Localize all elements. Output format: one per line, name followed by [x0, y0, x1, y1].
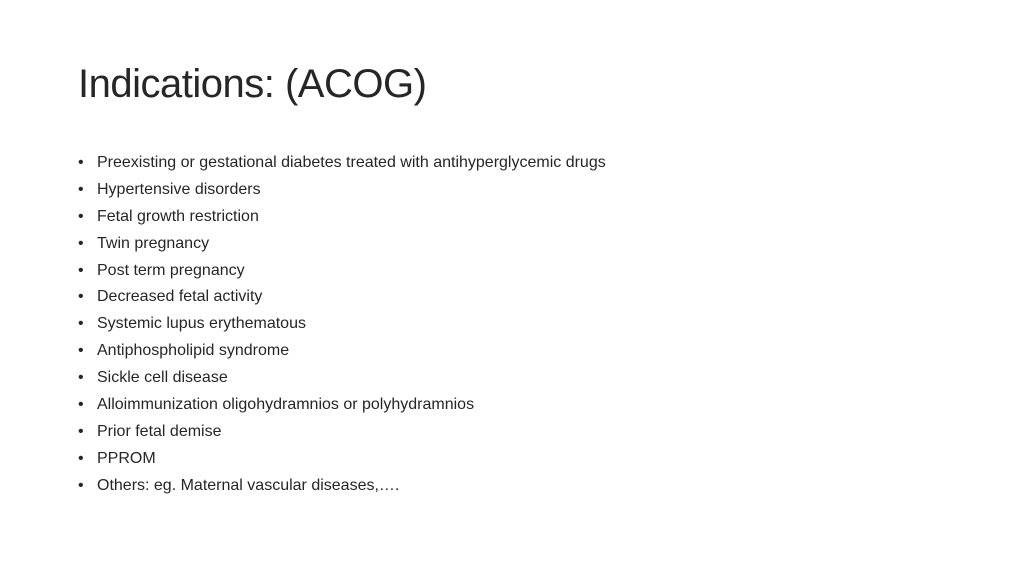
bullet-item	[78, 204, 606, 231]
bullet-icon: •	[78, 422, 84, 440]
bullet-icon: •	[78, 369, 84, 387]
bullet-icon: •	[78, 476, 84, 494]
bullet-text: Preexisting or gestational diabetes treated with antihyperglycemic drugs	[97, 154, 606, 171]
bullet-icon: •	[78, 342, 84, 360]
bullet-icon: •	[78, 234, 84, 252]
bullet-item	[78, 392, 606, 419]
bullet-text: Twin pregnancy	[97, 234, 210, 252]
bullet-text: Post term pregnancy	[97, 261, 245, 279]
bullet-item	[78, 231, 606, 258]
bullet-item	[78, 473, 606, 500]
bullet-text: PPROM	[97, 449, 156, 467]
bullet-text: Hypertensive disorders	[97, 180, 261, 198]
bullet-list	[78, 150, 606, 500]
bullet-item	[78, 419, 606, 446]
bullet-item	[78, 284, 606, 311]
bullet-icon: •	[78, 261, 84, 279]
bullet-item	[78, 365, 606, 392]
bullet-item	[78, 177, 606, 204]
slide-title: Indications: (ACOG)	[78, 62, 427, 106]
bullet-icon: •	[78, 180, 84, 198]
bullet-item	[78, 311, 606, 338]
bullet-item	[78, 150, 606, 177]
bullet-icon: •	[78, 396, 84, 414]
bullet-icon: •	[78, 288, 84, 306]
bullet-text: Antiphospholipid syndrome	[97, 342, 290, 360]
bullet-item	[78, 446, 606, 473]
bullet-icon: •	[78, 449, 84, 467]
bullet-text: Fetal growth restriction	[97, 207, 259, 225]
bullet-text: Others: eg. Maternal vascular diseases,….	[97, 476, 400, 494]
bullet-icon: •	[78, 207, 84, 225]
bullet-text: Decreased fetal activity	[97, 288, 263, 306]
bullet-text: Sickle cell disease	[97, 369, 228, 387]
bullet-text: Alloimmunization oligohydramnios or polyhydramnios	[97, 396, 475, 414]
bullet-text: Systemic lupus erythematous	[97, 315, 306, 333]
bullet-icon: •	[78, 154, 84, 171]
bullet-icon: •	[78, 315, 84, 333]
bullet-item	[78, 338, 606, 365]
bullet-text: Prior fetal demise	[97, 422, 222, 440]
bullet-item	[78, 258, 606, 285]
